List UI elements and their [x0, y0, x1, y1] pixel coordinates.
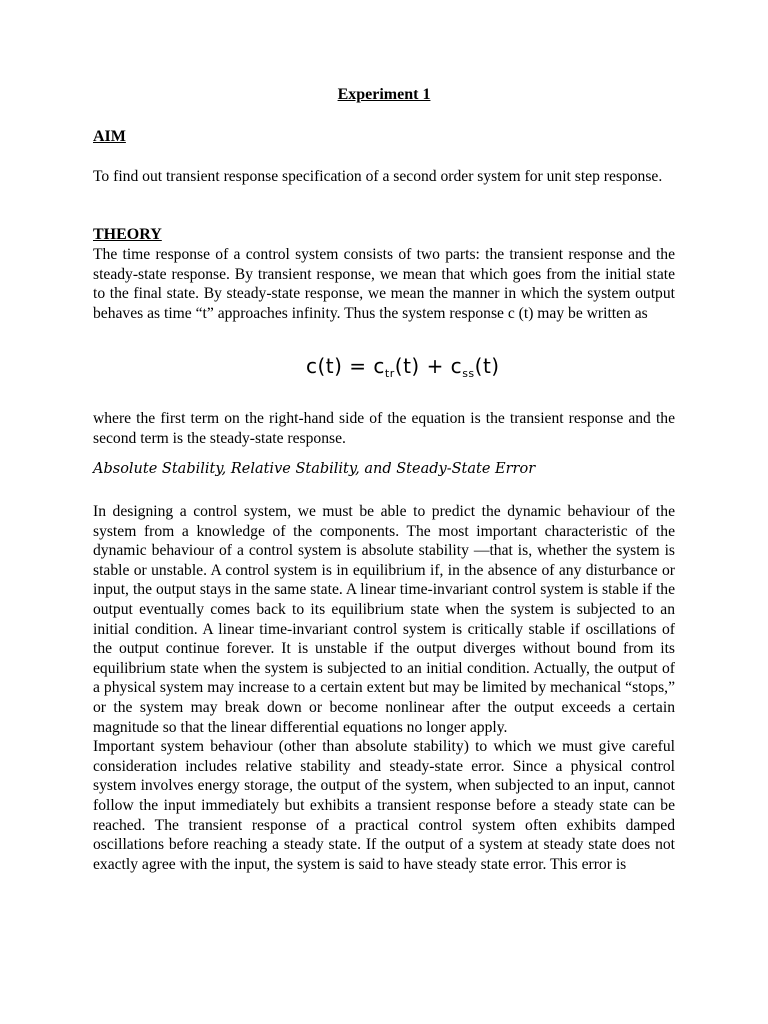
after-equation-text — [93, 409, 675, 448]
page-title: Experiment 1 — [337, 86, 431, 103]
aim-heading: AIM — [93, 128, 126, 145]
aim-paragraph: To find out transient response specification of a second order system for unit step response. — [93, 168, 663, 185]
after-equation-paragraph: where the first term on the right-hand side of the equation is the transient response and the second term is the steady-state response. — [93, 410, 675, 447]
response-equation — [306, 354, 500, 380]
body-text — [93, 502, 675, 874]
equation-lhs: c(t) = c — [306, 354, 385, 378]
theory-intro — [93, 245, 675, 323]
theory-intro-paragraph: The time response of a control system consists of two parts: the transient response and the steady-state response. By transient response, we mean that which goes from the initial state to the final state. By steady-state response, we mean the manner in which the system output behaves as time “t” approaches infinity. Thus the system response c (t) may be written as — [93, 246, 675, 322]
equation-ss-subscript: ss — [462, 367, 475, 380]
behaviour-paragraph: Important system behaviour (other than absolute stability) to which we must give careful consideration includes relative stability and steady-state error. Since a physical control system involves energy storage, the output of the system, when subjected to an input, cannot follow the input immediately but exhibits a transient response before a steady state can be reached. The transient response of a practical control system often exhibits damped oscillations before reaching a steady state. If the output of a system at steady state does not exactly agree with the input, the system is said to have steady state error. This error is — [93, 738, 675, 873]
equation-mid: (t) + c — [394, 354, 463, 378]
equation-tr-subscript: tr — [384, 367, 395, 380]
aim-text — [93, 167, 675, 187]
section-title: Absolute Stability, Relative Stability, and Steady-State Error — [93, 461, 536, 477]
theory-heading: THEORY — [93, 226, 162, 243]
stability-paragraph: In designing a control system, we must be able to predict the dynamic behaviour of the system from a knowledge of the components. The most important characteristic of the dynamic behaviour of a control system is absolute stability —that is, whether the system is stable or unstable. A control system is in equilibrium if, in the absence of any disturbance or input, the output stays in the same state. A linear time-invariant control system is stable if the output eventually comes back to its equilibrium state when the system is subjected to an initial condition. A linear time-invariant control system is critically stable if oscillations of the output continue forever. It is unstable if the output diverges without bound from its equilibrium state when the system is subjected to an initial condition. Actually, the output of a physical system may increase to a certain extent but may be limited by mechanical “stops,” or the system may break down or become nonlinear after the output exceeds a certain magnitude so that the linear differential equations no longer apply. — [93, 503, 675, 736]
equation-rhs: (t) — [474, 354, 500, 378]
